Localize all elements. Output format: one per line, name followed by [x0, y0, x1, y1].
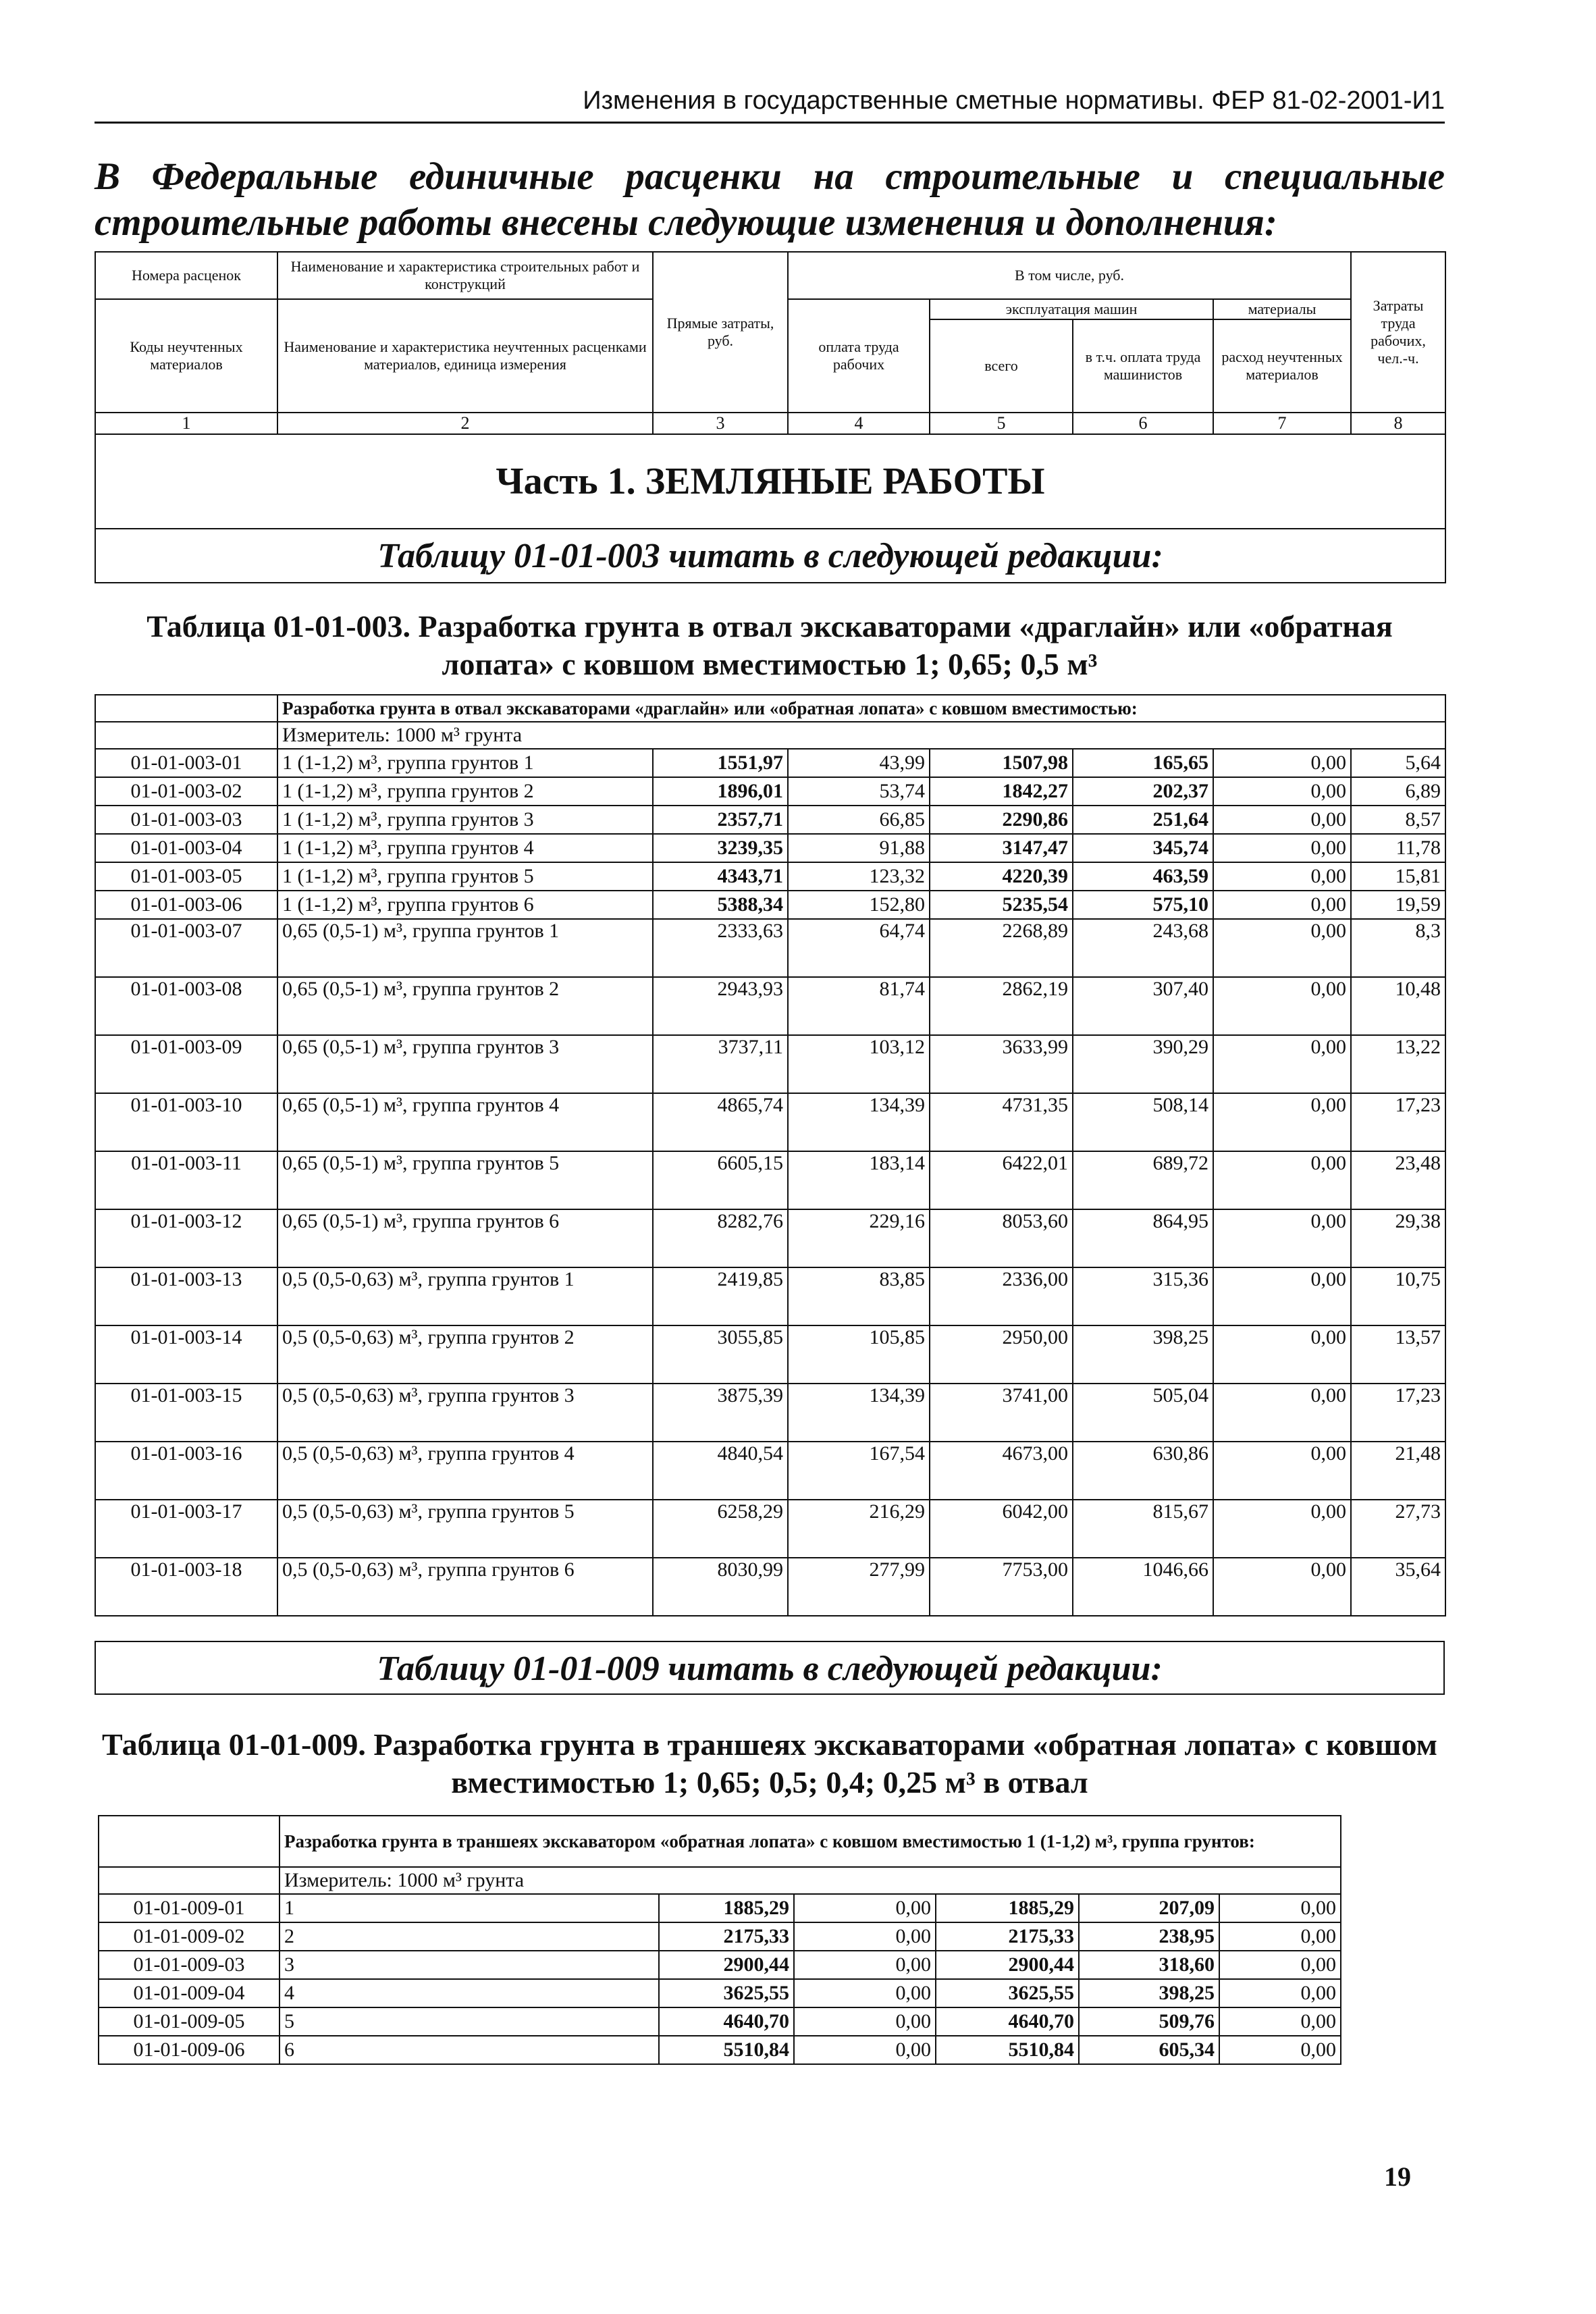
labor-hours: 8,57 — [1351, 806, 1445, 834]
rate-code: 01-01-003-13 — [95, 1267, 277, 1325]
wages: 103,12 — [788, 1035, 930, 1093]
wages: 229,16 — [788, 1209, 930, 1267]
rate-code: 01-01-003-02 — [95, 777, 277, 806]
table-row — [99, 1894, 1341, 1922]
machines-total: 2950,00 — [930, 1325, 1073, 1384]
incl-header: В том числе, руб. — [788, 252, 1351, 299]
rate-code: 01-01-009-06 — [99, 2036, 280, 2064]
wages: 183,14 — [788, 1151, 930, 1209]
table-row — [95, 1267, 1445, 1325]
labor-hours: 13,22 — [1351, 1035, 1445, 1093]
table-row — [95, 1093, 1445, 1151]
header-rule — [95, 122, 1445, 124]
table-row — [95, 1151, 1445, 1209]
wages: 66,85 — [788, 806, 930, 834]
operator-wages: 463,59 — [1073, 862, 1213, 891]
rate-name: 0,65 (0,5-1) м³, группа грунтов 6 — [277, 1209, 653, 1267]
rate-name: 0,65 (0,5-1) м³, группа грунтов 4 — [277, 1093, 653, 1151]
intro-paragraph: В Федеральные единичные расценки на строительные и специальные строительные работы внесены следующие изменения и дополнения: — [95, 155, 1445, 244]
direct-costs: 5388,34 — [653, 891, 788, 919]
operator-wages: 398,25 — [1079, 1979, 1219, 2007]
materials-usage: 0,00 — [1213, 1558, 1351, 1616]
wages: 134,39 — [788, 1384, 930, 1442]
col-num-2: 2 — [277, 413, 653, 434]
rates-table-header — [95, 251, 1446, 583]
machines-total: 2290,86 — [930, 806, 1073, 834]
table-009-redo-note: Таблицу 01-01-009 читать в следующей редакции: — [95, 1641, 1445, 1695]
wages: 167,54 — [788, 1442, 930, 1500]
table-003-redo-note: Таблицу 01-01-003 читать в следующей редакции: — [95, 529, 1445, 583]
machines-total: 3633,99 — [930, 1035, 1073, 1093]
materials-usage: 0,00 — [1213, 806, 1351, 834]
rate-name: 0,65 (0,5-1) м³, группа грунтов 2 — [277, 977, 653, 1035]
materials-usage: 0,00 — [1219, 2007, 1341, 2036]
labor-hours: 17,23 — [1351, 1093, 1445, 1151]
col-materials-code-header: Коды неучтенных материалов — [95, 299, 277, 413]
materials-usage: 0,00 — [1213, 919, 1351, 977]
rate-code: 01-01-003-17 — [95, 1500, 277, 1558]
operator-wages: 505,04 — [1073, 1384, 1213, 1442]
labor-hours: 11,78 — [1351, 834, 1445, 862]
table-row — [95, 806, 1445, 834]
col-num-1: 1 — [95, 413, 277, 434]
table-row — [95, 977, 1445, 1035]
col-num-7: 7 — [1213, 413, 1351, 434]
rate-code: 01-01-009-02 — [99, 1922, 280, 1951]
direct-costs: 8282,76 — [653, 1209, 788, 1267]
direct-costs: 3055,85 — [653, 1325, 788, 1384]
materials-header: материалы — [1213, 299, 1351, 319]
table-003-subtitle: Разработка грунта в отвал экскаваторами «драглайн» или «обратная лопата» с ковшом вместимостью: — [277, 695, 1445, 722]
materials-usage: 0,00 — [1213, 977, 1351, 1035]
machines-total: 4640,70 — [936, 2007, 1079, 2036]
wages: 0,00 — [794, 2036, 936, 2064]
rate-name: 1 (1-1,2) м³, группа грунтов 1 — [277, 749, 653, 777]
direct-costs: 2900,44 — [659, 1951, 794, 1979]
col-machines-total-header: всего — [930, 319, 1073, 413]
direct-costs: 2943,93 — [653, 977, 788, 1035]
operator-wages: 605,34 — [1079, 2036, 1219, 2064]
rate-name: 0,65 (0,5-1) м³, группа грунтов 1 — [277, 919, 653, 977]
direct-costs: 3239,35 — [653, 834, 788, 862]
labor-hours: 35,64 — [1351, 1558, 1445, 1616]
machines-total: 6422,01 — [930, 1151, 1073, 1209]
labor-hours: 8,3 — [1351, 919, 1445, 977]
materials-usage: 0,00 — [1213, 1384, 1351, 1442]
rate-code: 01-01-003-01 — [95, 749, 277, 777]
labor-hours: 6,89 — [1351, 777, 1445, 806]
operator-wages: 398,25 — [1073, 1325, 1213, 1384]
rate-name: 1 (1-1,2) м³, группа грунтов 3 — [277, 806, 653, 834]
direct-costs: 4640,70 — [659, 2007, 794, 2036]
part-title: Часть 1. ЗЕМЛЯНЫЕ РАБОТЫ — [95, 434, 1445, 529]
table-003-measure: Измеритель: 1000 м³ грунта — [277, 722, 1445, 749]
wages: 43,99 — [788, 749, 930, 777]
materials-usage: 0,00 — [1213, 1325, 1351, 1384]
labor-hours: 23,48 — [1351, 1151, 1445, 1209]
wages: 53,74 — [788, 777, 930, 806]
table-row — [95, 777, 1445, 806]
operator-wages: 1046,66 — [1073, 1558, 1213, 1616]
rate-name: 0,5 (0,5-0,63) м³, группа грунтов 3 — [277, 1384, 653, 1442]
rate-code: 01-01-003-05 — [95, 862, 277, 891]
machines-total: 2268,89 — [930, 919, 1073, 977]
wages: 123,32 — [788, 862, 930, 891]
table-row — [99, 2036, 1341, 2064]
machines-total: 3147,47 — [930, 834, 1073, 862]
operator-wages: 630,86 — [1073, 1442, 1213, 1500]
table-row — [99, 1922, 1341, 1951]
operator-wages: 864,95 — [1073, 1209, 1213, 1267]
operator-wages: 315,36 — [1073, 1267, 1213, 1325]
materials-usage: 0,00 — [1219, 1979, 1341, 2007]
materials-usage: 0,00 — [1219, 1951, 1341, 1979]
direct-costs: 3737,11 — [653, 1035, 788, 1093]
col-num-8: 8 — [1351, 413, 1445, 434]
rate-name: 1 (1-1,2) м³, группа грунтов 6 — [277, 891, 653, 919]
running-header: Изменения в государственные сметные нормативы. ФЕР 81-02-2001-И1 — [583, 86, 1445, 115]
col-code-header: Номера расценок — [95, 252, 277, 299]
rate-name: 2 — [280, 1922, 659, 1951]
col-num-5: 5 — [930, 413, 1073, 434]
labor-hours: 21,48 — [1351, 1442, 1445, 1500]
materials-usage: 0,00 — [1213, 1500, 1351, 1558]
table-009-measure: Измеритель: 1000 м³ грунта — [280, 1867, 1341, 1894]
operator-wages: 689,72 — [1073, 1151, 1213, 1209]
direct-costs: 2357,71 — [653, 806, 788, 834]
table-row — [95, 749, 1445, 777]
wages: 64,74 — [788, 919, 930, 977]
materials-usage: 0,00 — [1213, 777, 1351, 806]
rate-code: 01-01-003-14 — [95, 1325, 277, 1384]
direct-costs: 4343,71 — [653, 862, 788, 891]
rate-name: 0,5 (0,5-0,63) м³, группа грунтов 2 — [277, 1325, 653, 1384]
materials-usage: 0,00 — [1213, 834, 1351, 862]
materials-usage: 0,00 — [1213, 1151, 1351, 1209]
machines-total: 3741,00 — [930, 1384, 1073, 1442]
rate-code: 01-01-009-04 — [99, 1979, 280, 2007]
rate-code: 01-01-003-12 — [95, 1209, 277, 1267]
wages: 134,39 — [788, 1093, 930, 1151]
machines-total: 3625,55 — [936, 1979, 1079, 2007]
rate-code: 01-01-003-04 — [95, 834, 277, 862]
labor-hours: 19,59 — [1351, 891, 1445, 919]
direct-costs: 4840,54 — [653, 1442, 788, 1500]
direct-costs: 1885,29 — [659, 1894, 794, 1922]
col-name-header: Наименование и характеристика строительных работ и конструкций — [277, 252, 653, 299]
operator-wages: 251,64 — [1073, 806, 1213, 834]
table-009 — [98, 1815, 1341, 2065]
operator-wages: 202,37 — [1073, 777, 1213, 806]
rate-code: 01-01-009-01 — [99, 1894, 280, 1922]
labor-hours: 27,73 — [1351, 1500, 1445, 1558]
materials-usage: 0,00 — [1219, 2036, 1341, 2064]
machines-total: 8053,60 — [930, 1209, 1073, 1267]
table-row — [95, 1558, 1445, 1616]
labor-hours: 17,23 — [1351, 1384, 1445, 1442]
rate-name: 0,5 (0,5-0,63) м³, группа грунтов 5 — [277, 1500, 653, 1558]
operator-wages: 575,10 — [1073, 891, 1213, 919]
col-materials-usage-header: расход неучтенных материалов — [1213, 319, 1351, 413]
wages: 216,29 — [788, 1500, 930, 1558]
labor-hours: 15,81 — [1351, 862, 1445, 891]
col-materials-name-header: Наименование и характеристика неучтенных расценками материалов, единица измерения — [277, 299, 653, 413]
labor-hours: 10,48 — [1351, 977, 1445, 1035]
machines-total: 5510,84 — [936, 2036, 1079, 2064]
materials-usage: 0,00 — [1219, 1922, 1341, 1951]
col-num-6: 6 — [1073, 413, 1213, 434]
table-003 — [95, 694, 1446, 1616]
rate-name: 3 — [280, 1951, 659, 1979]
operator-wages: 307,40 — [1073, 977, 1213, 1035]
table-row — [95, 919, 1445, 977]
materials-usage: 0,00 — [1213, 891, 1351, 919]
table-009-title: Таблица 01-01-009. Разработка грунта в траншеях экскаваторами «обратная лопата» с ковшом вместимостью 1; 0,65; 0,5; 0,4; 0,25 м³ в отвал — [102, 1727, 1437, 1799]
table-row — [95, 891, 1445, 919]
materials-usage: 0,00 — [1213, 1209, 1351, 1267]
machines-total: 1842,27 — [930, 777, 1073, 806]
table-row — [95, 1500, 1445, 1558]
page-number: 19 — [1384, 2161, 1411, 2192]
table-row — [95, 834, 1445, 862]
rate-code: 01-01-003-08 — [95, 977, 277, 1035]
col-operator-wages-header: в т.ч. оплата труда машинистов — [1073, 319, 1213, 413]
machines-total: 1507,98 — [930, 749, 1073, 777]
rate-name: 1 — [280, 1894, 659, 1922]
rate-code: 01-01-003-11 — [95, 1151, 277, 1209]
machines-total: 2862,19 — [930, 977, 1073, 1035]
machines-total: 4220,39 — [930, 862, 1073, 891]
machines-total: 2336,00 — [930, 1267, 1073, 1325]
table-row — [95, 1325, 1445, 1384]
operator-wages: 345,74 — [1073, 834, 1213, 862]
wages: 0,00 — [794, 1922, 936, 1951]
direct-costs: 2333,63 — [653, 919, 788, 977]
rate-name: 0,65 (0,5-1) м³, группа грунтов 3 — [277, 1035, 653, 1093]
labor-hours: 5,64 — [1351, 749, 1445, 777]
operator-wages: 207,09 — [1079, 1894, 1219, 1922]
operator-wages: 390,29 — [1073, 1035, 1213, 1093]
col-wages-header: оплата труда рабочих — [788, 299, 930, 413]
materials-usage: 0,00 — [1213, 1267, 1351, 1325]
operator-wages: 509,76 — [1079, 2007, 1219, 2036]
operator-wages: 318,60 — [1079, 1951, 1219, 1979]
materials-usage: 0,00 — [1219, 1894, 1341, 1922]
col-direct-costs-header: Прямые затраты, руб. — [653, 252, 788, 413]
wages: 81,74 — [788, 977, 930, 1035]
machines-total: 7753,00 — [930, 1558, 1073, 1616]
wages: 0,00 — [794, 1979, 936, 2007]
rate-code: 01-01-009-05 — [99, 2007, 280, 2036]
rate-name: 1 (1-1,2) м³, группа грунтов 4 — [277, 834, 653, 862]
operator-wages: 815,67 — [1073, 1500, 1213, 1558]
table-row — [95, 1209, 1445, 1267]
table-row — [99, 1951, 1341, 1979]
labor-hours: 10,75 — [1351, 1267, 1445, 1325]
rate-code: 01-01-003-10 — [95, 1093, 277, 1151]
table-row — [95, 1442, 1445, 1500]
table-009-body — [99, 1894, 1341, 2064]
operator-wages: 508,14 — [1073, 1093, 1213, 1151]
col-labor-hours-header: Затраты труда рабочих, чел.-ч. — [1351, 252, 1445, 413]
rate-name: 0,5 (0,5-0,63) м³, группа грунтов 1 — [277, 1267, 653, 1325]
rate-code: 01-01-009-03 — [99, 1951, 280, 1979]
rate-name: 0,5 (0,5-0,63) м³, группа грунтов 4 — [277, 1442, 653, 1500]
table-003-body — [95, 749, 1445, 1616]
machines-total: 1885,29 — [936, 1894, 1079, 1922]
rate-name: 0,65 (0,5-1) м³, группа грунтов 5 — [277, 1151, 653, 1209]
col-num-3: 3 — [653, 413, 788, 434]
direct-costs: 3875,39 — [653, 1384, 788, 1442]
rate-code: 01-01-003-03 — [95, 806, 277, 834]
operator-wages: 165,65 — [1073, 749, 1213, 777]
rate-code: 01-01-003-16 — [95, 1442, 277, 1500]
direct-costs: 2419,85 — [653, 1267, 788, 1325]
direct-costs: 5510,84 — [659, 2036, 794, 2064]
rate-name: 1 (1-1,2) м³, группа грунтов 2 — [277, 777, 653, 806]
direct-costs: 1551,97 — [653, 749, 788, 777]
rate-code: 01-01-003-07 — [95, 919, 277, 977]
machines-total: 6042,00 — [930, 1500, 1073, 1558]
direct-costs: 2175,33 — [659, 1922, 794, 1951]
machines-total: 5235,54 — [930, 891, 1073, 919]
rate-name: 6 — [280, 2036, 659, 2064]
col-num-4: 4 — [788, 413, 930, 434]
wages: 152,80 — [788, 891, 930, 919]
direct-costs: 3625,55 — [659, 1979, 794, 2007]
materials-usage: 0,00 — [1213, 1093, 1351, 1151]
labor-hours: 13,57 — [1351, 1325, 1445, 1384]
rate-code: 01-01-003-06 — [95, 891, 277, 919]
direct-costs: 6258,29 — [653, 1500, 788, 1558]
rate-code: 01-01-003-09 — [95, 1035, 277, 1093]
machines-header: эксплуатация машин — [930, 299, 1213, 319]
rate-code: 01-01-003-15 — [95, 1384, 277, 1442]
table-row — [95, 1035, 1445, 1093]
direct-costs: 4865,74 — [653, 1093, 788, 1151]
wages: 277,99 — [788, 1558, 930, 1616]
machines-total: 2900,44 — [936, 1951, 1079, 1979]
table-row — [95, 862, 1445, 891]
materials-usage: 0,00 — [1213, 1442, 1351, 1500]
wages: 83,85 — [788, 1267, 930, 1325]
machines-total: 2175,33 — [936, 1922, 1079, 1951]
table-009-subtitle: Разработка грунта в траншеях экскаватором «обратная лопата» с ковшом вместимостью 1 (1-1,2) м³, группа грунтов: — [280, 1816, 1341, 1867]
table-row — [99, 1979, 1341, 2007]
rate-name: 5 — [280, 2007, 659, 2036]
wages: 105,85 — [788, 1325, 930, 1384]
materials-usage: 0,00 — [1213, 862, 1351, 891]
machines-total: 4673,00 — [930, 1442, 1073, 1500]
operator-wages: 238,95 — [1079, 1922, 1219, 1951]
materials-usage: 0,00 — [1213, 749, 1351, 777]
labor-hours: 29,38 — [1351, 1209, 1445, 1267]
rate-name: 0,5 (0,5-0,63) м³, группа грунтов 6 — [277, 1558, 653, 1616]
wages: 91,88 — [788, 834, 930, 862]
wages: 0,00 — [794, 2007, 936, 2036]
table-row — [95, 1384, 1445, 1442]
table-003-title: Таблица 01-01-003. Разработка грунта в отвал экскаваторами «драглайн» или «обратная лопата» с ковшом вместимостью 1; 0,65; 0,5 м³ — [147, 609, 1393, 681]
rate-name: 1 (1-1,2) м³, группа грунтов 5 — [277, 862, 653, 891]
direct-costs: 6605,15 — [653, 1151, 788, 1209]
direct-costs: 8030,99 — [653, 1558, 788, 1616]
materials-usage: 0,00 — [1213, 1035, 1351, 1093]
table-row — [99, 2007, 1341, 2036]
operator-wages: 243,68 — [1073, 919, 1213, 977]
rate-code: 01-01-003-18 — [95, 1558, 277, 1616]
wages: 0,00 — [794, 1894, 936, 1922]
rate-name: 4 — [280, 1979, 659, 2007]
machines-total: 4731,35 — [930, 1093, 1073, 1151]
wages: 0,00 — [794, 1951, 936, 1979]
direct-costs: 1896,01 — [653, 777, 788, 806]
